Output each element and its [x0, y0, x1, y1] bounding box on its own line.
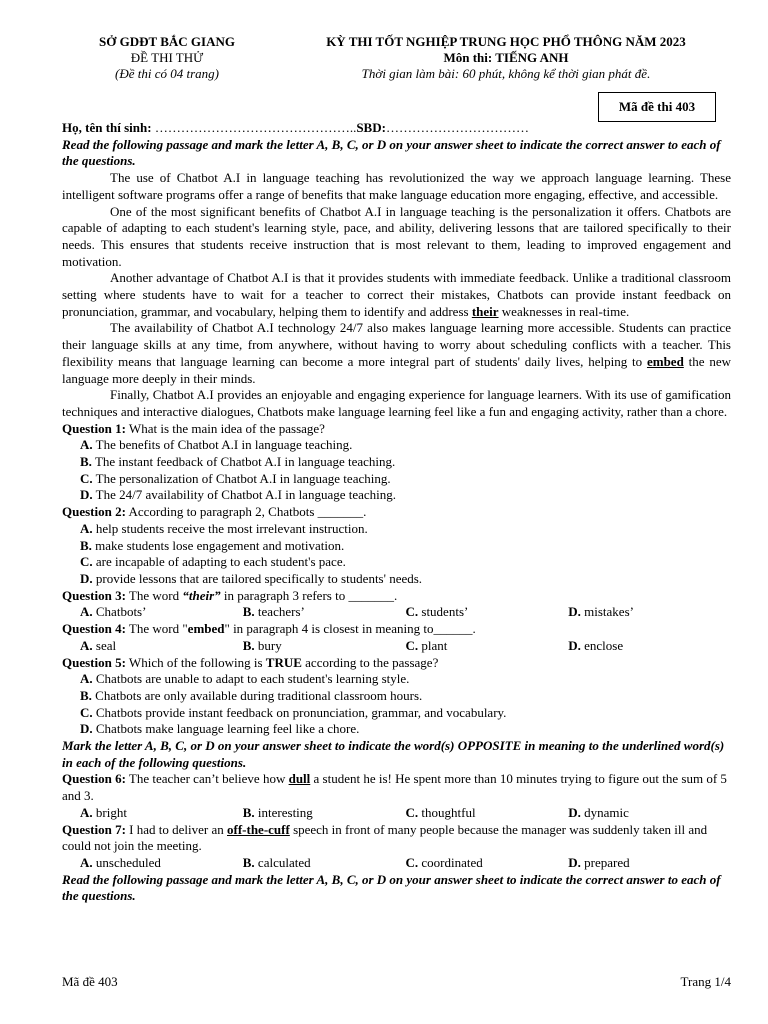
header-left — [62, 34, 272, 82]
q4-option-c: C. plant — [405, 637, 448, 653]
q3-option-a: A. Chatbots’ — [80, 604, 147, 620]
page-footer — [62, 974, 731, 991]
q5-option-a: A. Chatbots are unable to adapt to each student's learning style. — [80, 671, 410, 687]
exam-kind: ĐỀ THI THỬ — [130, 50, 204, 65]
q7-option-d: D. prepared — [568, 854, 630, 870]
q4-options — [62, 638, 731, 655]
question-2: Question 2: According to paragraph 2, Chatbots _______. — [62, 504, 367, 520]
question-6: Question 6: The teacher can’t believe how dull a student he is! He spent more than 10 minutes trying to figure out the sum of 5 and 3. — [62, 771, 727, 804]
paragraph-4: The availability of Chatbot A.I technology 24/7 also makes language learning more accessible. Students can practice their language skills at any time, from anywhere, without having to worry about scheduling conflicts with a teacher. This flexibility means that language learning can become a more integral part of students' daily lives, helping to embed the new language more deeply in their minds. — [62, 320, 731, 386]
instruction-1: Read the following passage and mark the letter A, B, C, or D on your answer sheet to indicate the correct answer to each of the questions. — [62, 136, 721, 169]
q1-option-d: D. The 24/7 availability of Chatbot A.I in language teaching. — [80, 487, 397, 503]
paragraph-5: Finally, Chatbot A.I provides an enjoyable and engaging experience for language learners. With its use of gamification techniques and interactive dialogues, Chatbots make language learning feel like a fun and engaging activity, rather than a chore. — [62, 387, 731, 419]
exam-title: KỲ THI TỐT NGHIỆP TRUNG HỌC PHỔ THÔNG NĂM 2023 — [326, 34, 686, 49]
sbd-label: SBD: — [356, 120, 386, 135]
question-1: Question 1: What is the main idea of the passage? — [62, 420, 325, 436]
department: SỞ GDĐT BẮC GIANG — [99, 34, 235, 49]
q1-option-b: B. The instant feedback of Chatbot A.I in language teaching. — [80, 454, 396, 470]
time-limit: Thời gian làm bài: 60 phút, không kể thời gian phát đề. — [361, 66, 651, 81]
q7-option-b: B. calculated — [242, 854, 311, 870]
q1-option-a: A. The benefits of Chatbot A.I in language teaching. — [80, 437, 353, 453]
instruction-2: Mark the letter A, B, C, or D on your answer sheet to indicate the word(s) OPPOSITE in meaning to the underlined word(s) in each of the following questions. — [62, 738, 725, 770]
q7-option-a: A. unscheduled — [80, 854, 161, 870]
q4-option-b: B. bury — [242, 637, 282, 653]
exam-code-box: Mã đề thi 403 — [598, 92, 716, 122]
q6-option-c: C. thoughtful — [405, 804, 476, 820]
subject: Môn thi: TIẾNG ANH — [443, 50, 569, 65]
q6-option-a: A. bright — [80, 804, 127, 820]
paragraph-1: The use of Chatbot A.I in language teaching has revolutionized the way we approach language learning. These intelligent software programs offer a range of benefits that make language education more engaging, effective, and accessible. — [62, 170, 731, 202]
q5-option-c: C. Chatbots provide instant feedback on pronunciation, grammar, and vocabulary. — [80, 704, 507, 720]
question-4: Question 4: The word "embed" in paragraph 4 is closest in meaning to______. — [62, 621, 476, 637]
question-3: Question 3: The word “their” in paragraph 3 refers to _______. — [62, 587, 398, 603]
q5-option-d: D. Chatbots make language learning feel like a chore. — [80, 721, 360, 737]
q1-option-c: C. The personalization of Chatbot A.I in language teaching. — [80, 470, 391, 486]
underlined-embed: embed — [646, 353, 684, 369]
instruction-3: Read the following passage and mark the letter A, B, C, or D on your answer sheet to indicate the correct answer to each of the questions. — [62, 871, 721, 904]
footer-page: Trang 1/4 — [680, 974, 731, 989]
question-7: Question 7: I had to deliver an off-the-cuff speech in front of many people because the manager was suddenly taken ill and could not join the meeting. — [62, 821, 708, 854]
question-5: Question 5: Which of the following is TRUE according to the passage? — [62, 654, 439, 670]
paragraph-2: One of the most significant benefits of Chatbot A.I in language teaching is the personalization it offers. Chatbots are capable of adapting to each student's learning style, pace, and ability, delivering lessons that are tailored specifically to their needs. This ensures that students receive instruction that is most relevant to them, leading to improved engagement and motivation. — [62, 203, 731, 269]
page-count: (Đề thi có 04 trang) — [115, 66, 219, 81]
exam-page — [62, 34, 731, 905]
q2-option-b: B. make students lose engagement and motivation. — [80, 537, 345, 553]
name-dots: ……………………………………….. — [151, 120, 357, 135]
q2-option-a: A. help students receive the most irrelevant instruction. — [80, 520, 368, 536]
sbd-dots: …………………………… — [385, 120, 529, 135]
q6-option-d: D. dynamic — [568, 804, 629, 820]
footer-code: Mã đề 403 — [62, 974, 118, 989]
name-label: Họ, tên thí sinh: — [62, 120, 152, 135]
q7-options — [62, 855, 731, 872]
q6-options — [62, 805, 731, 822]
q4-option-a: A. seal — [80, 637, 117, 653]
q7-option-c: C. coordinated — [405, 854, 483, 870]
header-right — [281, 34, 731, 82]
underlined-their: their — [471, 303, 499, 319]
exam-header — [62, 34, 731, 82]
q4-option-d: D. enclose — [568, 637, 624, 653]
paragraph-3: Another advantage of Chatbot A.I is that it provides students with immediate feedback. Unlike a traditional classroom setting where students have to wait for a teacher to correct their mistakes, Chatbots can provide instant feedback on pronunciation, grammar, and vocabulary, helping them to identify and address their weaknesses in real-time. — [62, 270, 731, 319]
q3-option-c: C. students’ — [405, 604, 469, 620]
q3-option-d: D. mistakes’ — [568, 604, 634, 620]
candidate-line — [62, 120, 731, 137]
q6-option-b: B. interesting — [242, 804, 313, 820]
q3-options — [62, 604, 731, 621]
q3-option-b: B. teachers’ — [242, 604, 305, 620]
q5-option-b: B. Chatbots are only available during traditional classroom hours. — [80, 687, 423, 703]
q2-option-c: C. are incapable of adapting to each student's pace. — [80, 554, 346, 570]
q2-option-d: D. provide lessons that are tailored specifically to students' needs. — [80, 570, 423, 586]
